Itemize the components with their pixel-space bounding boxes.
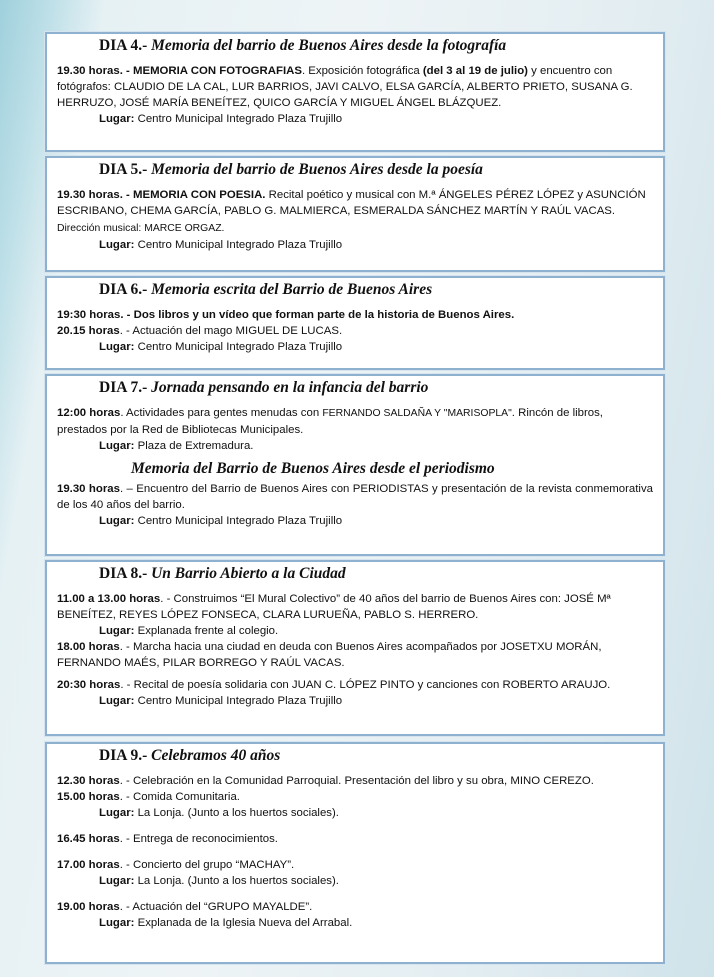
day-9-number: DIA 9.- bbox=[99, 747, 148, 764]
location-text: Explanada frente al colegio. bbox=[134, 625, 279, 637]
event-text: . - Marcha hacia una ciudad en deuda con Buenos Aires acompañados por JOSETXU MORÁN, FERNANDO MAÉS, PILAR BORREGO Y RAÚL VACAS. bbox=[57, 641, 602, 669]
day-5-number: DIA 5.- bbox=[99, 161, 148, 178]
day-7-event-1 bbox=[57, 405, 653, 438]
event-time: 20:30 horas bbox=[57, 679, 121, 691]
event-time: 15.00 horas bbox=[57, 791, 120, 803]
event-text: Dirección musical: MARCE ORGAZ. bbox=[57, 223, 225, 234]
location-text: Centro Municipal Integrado Plaza Trujillo bbox=[134, 515, 343, 527]
event-time: 12.30 horas bbox=[57, 775, 120, 787]
location-text: La Lonja. (Junto a los huertos sociales). bbox=[134, 875, 339, 887]
location-text: Centro Municipal Integrado Plaza Trujillo bbox=[134, 113, 343, 125]
location-label: Lugar: bbox=[99, 807, 135, 819]
day-9-title: Celebramos 40 años bbox=[151, 747, 281, 764]
day-5-event-name: MEMORIA CON POESIA. bbox=[132, 189, 266, 201]
day-7-location-2 bbox=[57, 513, 653, 529]
location-label: Lugar: bbox=[99, 515, 135, 527]
day-9-location-2 bbox=[57, 805, 653, 821]
day-4-section bbox=[45, 32, 665, 152]
day-7-number: DIA 7.- bbox=[99, 379, 148, 396]
day-9-event-3 bbox=[57, 831, 653, 847]
day-9-event-2 bbox=[57, 789, 653, 805]
day-8-event-1 bbox=[57, 591, 653, 623]
day-8-header bbox=[57, 565, 653, 583]
day-9-header bbox=[57, 747, 653, 765]
event-text: . - Entrega de reconocimientos. bbox=[119, 833, 278, 845]
event-time: 18.00 horas bbox=[57, 641, 120, 653]
location-label: Lugar: bbox=[99, 440, 135, 452]
day-8-title: Un Barrio Abierto a la Ciudad bbox=[151, 565, 346, 582]
day-8-location-3 bbox=[57, 693, 653, 709]
location-text: Explanada de la Iglesia Nueva del Arrabal. bbox=[134, 917, 353, 929]
day-5-event bbox=[57, 187, 653, 237]
day-4-time: 19.30 horas bbox=[57, 65, 120, 77]
location-text: Centro Municipal Integrado Plaza Trujillo bbox=[134, 695, 343, 707]
location-label: Lugar: bbox=[99, 917, 135, 929]
event-text: . - Concierto del grupo “MACHAY”. bbox=[119, 859, 295, 871]
day-9-section bbox=[45, 742, 665, 964]
day-8-event-2 bbox=[57, 639, 653, 671]
event-text: . - Dos libros y un vídeo que forman parte de la historia de Buenos Aires. bbox=[120, 309, 515, 321]
location-text: Centro Municipal Integrado Plaza Trujillo bbox=[134, 239, 343, 251]
day-5-time: 19.30 horas bbox=[57, 189, 120, 201]
separator: . - bbox=[119, 65, 133, 77]
day-9-event-5 bbox=[57, 899, 653, 915]
spacer bbox=[57, 821, 653, 831]
event-text: . Exposición fotográfica bbox=[301, 65, 423, 77]
spacer bbox=[57, 889, 653, 899]
event-text: . Rincón de libros, prestados por la Red de Bibliotecas Municipales. bbox=[57, 407, 603, 436]
event-time: 19.00 horas bbox=[57, 901, 120, 913]
day-5-header bbox=[57, 161, 653, 179]
event-text: . Actividades para gentes menudas con bbox=[120, 407, 323, 419]
day-4-number: DIA 4.- bbox=[99, 37, 148, 54]
day-7-section bbox=[45, 374, 665, 556]
separator: . - bbox=[119, 189, 133, 201]
event-time: 17.00 horas bbox=[57, 859, 120, 871]
day-6-title: Memoria escrita del Barrio de Buenos Aires bbox=[151, 281, 433, 298]
day-6-event-2 bbox=[57, 323, 653, 339]
spacer bbox=[57, 847, 653, 857]
day-8-location-1 bbox=[57, 623, 653, 639]
location-text: Plaza de Extremadura. bbox=[134, 440, 254, 452]
day-8-event-3 bbox=[57, 677, 653, 693]
event-text: y encuentro con fotógrafos: CLAUDIO DE LA CAL, LUR BARRIOS, JAVI CALVO, ELSA GARCÍA, ALBERTO PRIETO, SUSANA G. HERRUZO, JOSÉ MARÍA BENEÍTEZ, QUICO GARCÍA Y MIGUEL ÁNGEL BLÁZQUEZ. bbox=[57, 65, 633, 109]
day-9-event-4 bbox=[57, 857, 653, 873]
event-time: 20.15 horas bbox=[57, 325, 120, 337]
location-label: Lugar: bbox=[99, 695, 135, 707]
day-4-event bbox=[57, 63, 653, 111]
event-text: . – Encuentro del Barrio de Buenos Aires con PERIODISTAS y presentación de la revista conmemorativa de los 40 años del barrio. bbox=[57, 483, 653, 511]
event-text: . - Construimos “El Mural Colectivo” de 40 años del barrio de Buenos Aires con: JOSÉ Mª BENEÍTEZ, REYES LÓPEZ FONSECA, CLARA LURUEÑA, PABLO S. HERRERO. bbox=[57, 593, 611, 621]
day-5-section bbox=[45, 156, 665, 272]
day-7-title: Jornada pensando en la infancia del barrio bbox=[151, 379, 429, 396]
day-9-event-1 bbox=[57, 773, 653, 789]
day-9-location-5 bbox=[57, 915, 653, 931]
location-text: Centro Municipal Integrado Plaza Trujillo bbox=[134, 341, 343, 353]
day-4-location bbox=[57, 111, 653, 127]
day-4-event-name: MEMORIA CON FOTOGRAFIAS bbox=[132, 65, 302, 77]
day-7-location-1 bbox=[57, 438, 653, 454]
event-text: FERNANDO SALDAÑA Y "MARISOPLA" bbox=[322, 408, 512, 419]
event-time: 16.45 horas bbox=[57, 833, 120, 845]
day-7-header bbox=[57, 379, 653, 397]
day-5-location bbox=[57, 237, 653, 253]
location-label: Lugar: bbox=[99, 875, 135, 887]
event-time: 12:00 horas bbox=[57, 407, 121, 419]
event-time: 19:30 horas bbox=[57, 309, 121, 321]
day-8-section bbox=[45, 560, 665, 736]
day-7-event-2 bbox=[57, 481, 653, 513]
day-9-location-4 bbox=[57, 873, 653, 889]
day-6-location bbox=[57, 339, 653, 355]
day-8-number: DIA 8.- bbox=[99, 565, 148, 582]
day-6-header bbox=[57, 281, 653, 299]
day-5-title: Memoria del barrio de Buenos Aires desde la poesía bbox=[151, 161, 483, 178]
day-6-section bbox=[45, 276, 665, 370]
event-text: Recital poético y musical con M.ª ÁNGELES PÉREZ LÓPEZ y ASUNCIÓN ESCRIBANO, CHEMA GARCÍA, PABLO G. MALMIERCA, ESMERALDA SÁNCHEZ MARTÍN Y RAÚL VACAS. bbox=[57, 189, 646, 217]
location-label: Lugar: bbox=[99, 341, 135, 353]
day-4-dates: (del 3 al 19 de julio) bbox=[422, 65, 528, 77]
event-text: . - Actuación del “GRUPO MAYALDE”. bbox=[119, 901, 313, 913]
day-7-subtitle: Memoria del Barrio de Buenos Aires desde el periodismo bbox=[131, 460, 495, 477]
location-label: Lugar: bbox=[99, 113, 135, 125]
location-text: La Lonja. (Junto a los huertos sociales). bbox=[134, 807, 339, 819]
day-6-number: DIA 6.- bbox=[99, 281, 148, 298]
event-time: 19.30 horas bbox=[57, 483, 120, 495]
event-time: 11.00 a 13.00 horas bbox=[57, 593, 161, 605]
day-4-title: Memoria del barrio de Buenos Aires desde la fotografía bbox=[151, 37, 507, 54]
day-6-event-1 bbox=[57, 307, 653, 323]
location-label: Lugar: bbox=[99, 625, 135, 637]
event-text: . - Recital de poesía solidaria con JUAN C. LÓPEZ PINTO y canciones con ROBERTO ARAUJO. bbox=[120, 679, 611, 691]
event-text: . - Actuación del mago MIGUEL DE LUCAS. bbox=[119, 325, 343, 337]
day-4-header bbox=[57, 37, 653, 55]
event-text: . - Celebración en la Comunidad Parroquial. Presentación del libro y su obra, MINO CEREZO. bbox=[119, 775, 594, 787]
event-text: . - Comida Comunitaria. bbox=[119, 791, 240, 803]
location-label: Lugar: bbox=[99, 239, 135, 251]
